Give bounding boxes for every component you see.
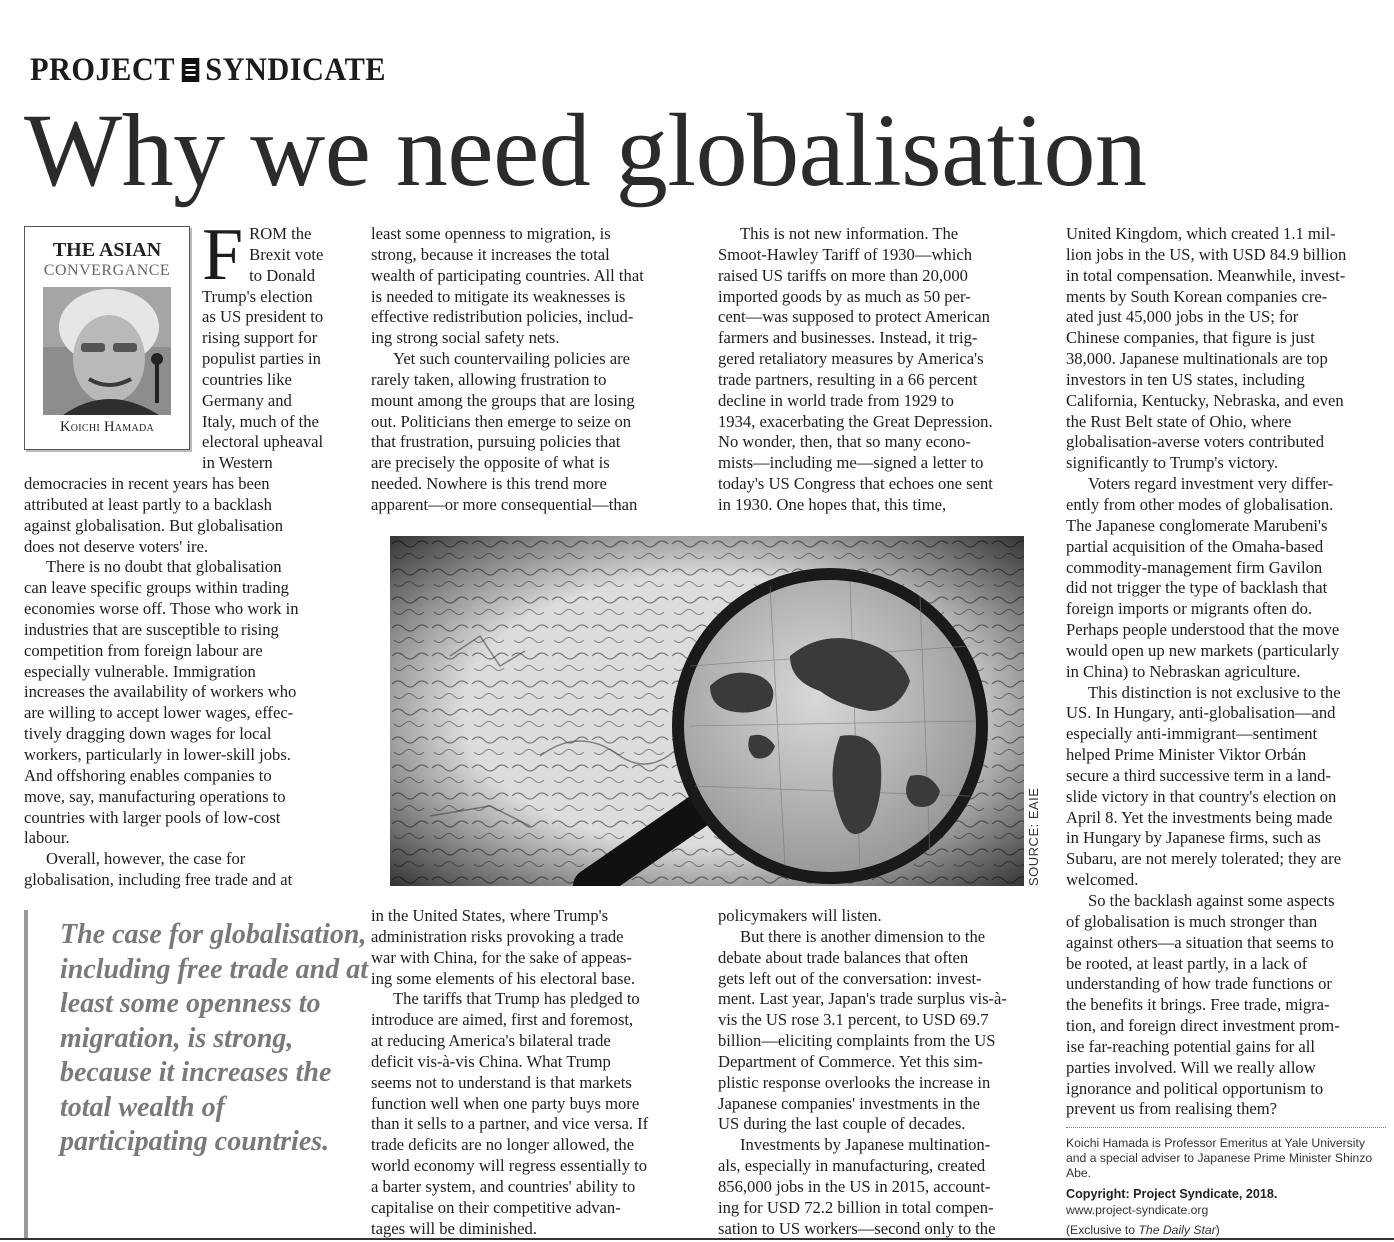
text-line: a barter system, and countries' ability to	[371, 1176, 636, 1196]
author-portrait-image	[43, 287, 171, 415]
text-line: needed. Nowhere is this trend more	[371, 474, 607, 494]
text-line: ROM the	[249, 224, 312, 243]
text-line: ently from other modes of globalisation.	[1066, 494, 1334, 514]
text-line: United Kingdom, which created 1.1 mil-	[1066, 224, 1336, 243]
author-bio: Koichi Hamada is Professor Emeritus at Yale University and a special adviser to Japanese Prime Minister Shinzo Abe.	[1066, 1136, 1373, 1180]
text-line: US. In Hungary, anti-globalisation—and	[1066, 703, 1336, 723]
text-line: especially vulnerable. Immigration	[24, 661, 256, 681]
text-line: of globalisation is much stronger than	[1066, 911, 1318, 931]
text-line: Overall, however, the case for	[46, 849, 246, 869]
text-line: mists—including me—signed a letter to	[718, 453, 984, 473]
text-line: seems not to understand is that markets	[371, 1072, 632, 1092]
text-line: than it sells to a partner, and vice versa. If	[371, 1114, 649, 1134]
text-line: Voters regard investment very differ-	[1088, 474, 1334, 494]
text-line: parties involved. Will we really allow	[1066, 1057, 1316, 1077]
text-line: Chinese companies, that figure is just	[1066, 328, 1315, 348]
text-line: globalisation, including free trade and at	[24, 870, 293, 890]
text-line: as US president to	[202, 307, 324, 327]
text-line: in Western	[202, 453, 273, 473]
text-line: Italy, much of the	[202, 411, 319, 431]
text-line: against others—a situation that seems to	[1066, 932, 1334, 952]
text-line: would open up new markets (particularly	[1066, 640, 1340, 660]
text-line: are willing to accept lower wages, effec-	[24, 703, 294, 723]
photo-credit: SOURCE: EAIE	[1026, 787, 1041, 886]
text-line: 38,000. Japanese multinationals are top	[1066, 349, 1328, 369]
text-line: tion, and foreign direct investment prom-	[1066, 1016, 1340, 1036]
text-line: 1934, exacerbating the Great Depression.	[718, 411, 993, 431]
text-line: labour.	[24, 828, 70, 848]
headline: Why we need globalisation	[24, 93, 1147, 208]
text-line: foreign imports or migrants often do.	[1066, 599, 1313, 619]
text-line: can leave specific groups within trading	[24, 578, 289, 598]
text-line: function well when one party buys more	[371, 1093, 640, 1113]
text-line: gered retaliatory measures by America's	[718, 349, 984, 369]
text-line: the benefits it brings. Free trade, migra-	[1066, 995, 1330, 1015]
text-line: countries with larger pools of low-cost	[24, 807, 281, 827]
text-line: California, Kentucky, Nebraska, and even	[1066, 390, 1344, 410]
text-line: world economy will regress essentially to	[371, 1156, 648, 1176]
column-1-intro	[202, 214, 352, 474]
text-line: capitalise on their competitive advan-	[371, 1197, 621, 1217]
text-line: that frustration, pursuing policies that	[371, 432, 621, 452]
text-line: ignorance and political opportunism to	[1066, 1078, 1324, 1098]
text-line: 856,000 jobs in the US in 2015, account-	[718, 1176, 991, 1196]
series-subtitle: CONVERGANCE	[43, 262, 171, 279]
text-line: Trump's election	[202, 286, 313, 306]
text-line: administration risks provoking a trade	[371, 926, 624, 946]
text-line: raised US tariffs on more than 20,000	[718, 265, 968, 285]
text-line: are precisely the opposite of what is	[371, 453, 610, 473]
text-line: secure a third successive term in a land-	[1066, 765, 1331, 785]
text-line: war with China, for the sake of appeas-	[371, 947, 632, 967]
column-3-top	[718, 224, 1048, 516]
text-line: The tariffs that Trump has pledged to	[393, 989, 640, 1009]
text-line: prevent us from realising them?	[1066, 1099, 1278, 1119]
footer-divider	[1066, 1127, 1386, 1128]
text-line: be rooted, at least partly, in a lack of	[1066, 953, 1308, 973]
masthead-right: SYNDICATE	[205, 52, 386, 88]
text-line: in Hungary by Japanese firms, such as	[1066, 828, 1321, 848]
text-line: today's US Congress that echoes one sent	[718, 474, 993, 494]
text-line: did not trigger the type of backlash that	[1066, 578, 1328, 598]
text-line: tages will be diminished.	[371, 1218, 537, 1238]
text-line: Brexit vote	[249, 244, 324, 264]
text-line: imported goods by as much as 50 per-	[718, 286, 971, 306]
text-line: Department of Commerce. Yet this sim-	[718, 1051, 983, 1071]
text-line: significantly to Trump's victory.	[1066, 453, 1279, 473]
text-line: trade deficits are no longer allowed, the	[371, 1135, 635, 1155]
drop-cap: F	[202, 214, 244, 296]
text-line: workers, particularly in lower-skill jobs.	[24, 744, 291, 764]
text-line: in the United States, where Trump's	[371, 906, 609, 925]
text-line: The Japanese conglomerate Marubeni's	[1066, 515, 1328, 535]
series-title: THE ASIAN	[52, 239, 162, 261]
text-line: Germany and	[202, 390, 292, 410]
text-line: industries that are susceptible to rising	[24, 619, 279, 639]
text-line: least some openness to migration, is	[371, 224, 611, 243]
text-line: welcomed.	[1066, 870, 1139, 890]
text-line: mount among the groups that are losing	[371, 390, 635, 410]
text-line: There is no doubt that globalisation	[46, 557, 282, 577]
author-portrait	[43, 287, 171, 415]
text-line: cent—was supposed to protect American	[718, 307, 990, 327]
text-line: commodity-management firm Gavilon	[1066, 557, 1323, 577]
masthead	[30, 50, 386, 90]
text-line: ing some elements of his electoral base.	[371, 968, 636, 988]
text-line: plistic response overlooks the increase in	[718, 1072, 991, 1092]
text-line: to Donald	[249, 265, 316, 285]
pullquote-text: The case for globalisation, including free trade and at least some openness to migration, is strong, because it increases the total wealth of participating countries.	[60, 919, 369, 1157]
text-line: April 8. Yet the investments being made	[1066, 807, 1333, 827]
text-line: sation to US workers—second only to the	[718, 1218, 996, 1238]
text-line: investors in ten US states, including	[1066, 369, 1305, 389]
text-line: Yet such countervailing policies are	[393, 349, 631, 369]
text-line: And offshoring enables companies to	[24, 765, 272, 785]
column-1-body	[24, 474, 354, 891]
text-line: out. Politicians then emerge to seize on	[371, 411, 632, 431]
text-line: economies worse off. Those who work in	[24, 599, 299, 619]
text-line: against globalisation. But globalisation	[24, 515, 284, 535]
text-line: slide victory in that country's election on	[1066, 786, 1337, 806]
column-4	[1066, 224, 1394, 1120]
text-line: ing strong social safety nets.	[371, 328, 560, 348]
text-line: US during the last couple of decades.	[718, 1114, 966, 1134]
pullquote	[24, 910, 369, 1240]
bottom-rule	[0, 1238, 1394, 1240]
text-line: ments by South Korean companies cre-	[1066, 286, 1328, 306]
text-line: farmers and businesses. Instead, it trig-	[718, 328, 978, 348]
text-line: gets left out of the conversation: invest-	[718, 968, 982, 988]
text-line: competition from foreign labour are	[24, 640, 263, 660]
text-line: understanding of how trade functions or	[1066, 974, 1332, 994]
text-line: globalisation-averse voters contributed	[1066, 432, 1325, 452]
text-line: So the backlash against some aspects	[1088, 891, 1335, 910]
byline-box	[24, 226, 190, 450]
text-line: trade partners, resulting in a 66 percent	[718, 369, 978, 389]
text-line: electoral upheaval	[202, 432, 324, 452]
text-line: in total compensation. Meanwhile, invest-	[1066, 265, 1346, 285]
magnifier-map-photo	[390, 536, 1024, 886]
text-line: Perhaps people understood that the move	[1066, 620, 1340, 640]
project-syndicate-logo-icon	[181, 58, 198, 82]
text-line: in 1930. One hopes that, this time,	[718, 494, 947, 514]
text-line: attributed at least partly to a backlash	[24, 494, 272, 514]
text-line: billion—eliciting complaints from the US	[718, 1031, 996, 1051]
column-2-top	[371, 224, 701, 516]
text-line: introduce are aimed, first and foremost,	[371, 1010, 634, 1030]
text-line: ment. Last year, Japan's trade surplus vis-à-	[718, 989, 1007, 1009]
text-line: partial acquisition of the Omaha-based	[1066, 536, 1324, 556]
text-line: the Rust Belt state of Ohio, where	[1066, 411, 1292, 431]
text-line: especially anti-immigrant—sentiment	[1066, 724, 1318, 744]
text-line: at reducing America's bilateral trade	[371, 1031, 611, 1051]
text-line: This is not new information. The	[740, 224, 959, 243]
text-line: Subaru, are not merely tolerated; they are	[1066, 849, 1342, 869]
text-line: Smoot-Hawley Tariff of 1930—which	[718, 244, 973, 264]
exclusive-suffix: )	[1215, 1223, 1220, 1237]
text-line: rarely taken, allowing frustration to	[371, 369, 607, 389]
column-2-bottom	[371, 906, 701, 1240]
text-line: No wonder, then, that so many econo-	[718, 432, 971, 452]
text-line: is needed to mitigate its weaknesses is	[371, 286, 626, 306]
exclusive-paper: The Daily Star	[1138, 1223, 1216, 1237]
text-line: Investments by Japanese multination-	[740, 1135, 991, 1155]
column-3-bottom	[718, 906, 1048, 1240]
text-line: strong, because it increases the total	[371, 244, 610, 264]
text-line: deficit vis-à-vis China. What Trump	[371, 1051, 611, 1071]
text-line: rising support for	[202, 328, 318, 348]
text-line: ing for USD 72.2 billion in total compen-	[718, 1197, 994, 1217]
text-line: ise far-reaching potential gains for all	[1066, 1036, 1315, 1056]
author-name: Koichi Hamada	[59, 419, 155, 435]
text-line: This distinction is not exclusive to the	[1088, 682, 1341, 702]
text-line: effective redistribution policies, includ-	[371, 307, 634, 327]
text-line: debate about trade balances that often	[718, 947, 969, 967]
text-line: vis the US rose 3.1 percent, to USD 69.7	[718, 1010, 989, 1030]
text-line: populist parties in	[202, 349, 321, 369]
text-line: tively dragging down wages for local	[24, 724, 272, 744]
text-line: increases the availability of workers who	[24, 682, 297, 702]
text-line: wealth of participating countries. All that	[371, 265, 644, 285]
text-line: does not deserve voters' ire.	[24, 536, 209, 556]
text-line: policymakers will listen.	[718, 906, 882, 925]
text-line: decline in world trade from 1929 to	[718, 390, 954, 410]
exclusive-note	[1066, 1223, 1220, 1237]
text-line: countries like	[202, 369, 292, 389]
text-line: democracies in recent years has been	[24, 474, 270, 493]
text-line: helped Prime Minister Viktor Orbán	[1066, 745, 1307, 765]
source-url: www.project-syndicate.org	[1066, 1203, 1209, 1217]
text-line: in China) to Nebraskan agriculture.	[1066, 661, 1301, 681]
text-line: ated just 45,000 jobs in the US; for	[1066, 307, 1299, 327]
exclusive-prefix: (Exclusive to	[1066, 1223, 1139, 1237]
magnifying-glass-over-map-image	[390, 536, 1024, 886]
text-line: move, say, manufacturing operations to	[24, 786, 286, 806]
text-line: als, especially in manufacturing, created	[718, 1156, 986, 1176]
copyright-notice: Copyright: Project Syndicate, 2018.	[1066, 1187, 1278, 1201]
text-line: But there is another dimension to the	[740, 926, 986, 946]
text-line: lion jobs in the US, with USD 84.9 billion	[1066, 244, 1347, 264]
text-line: apparent—or more consequential—than	[371, 494, 638, 514]
text-line: Japanese companies' investments in the	[718, 1093, 980, 1113]
masthead-left: PROJECT	[30, 52, 175, 88]
